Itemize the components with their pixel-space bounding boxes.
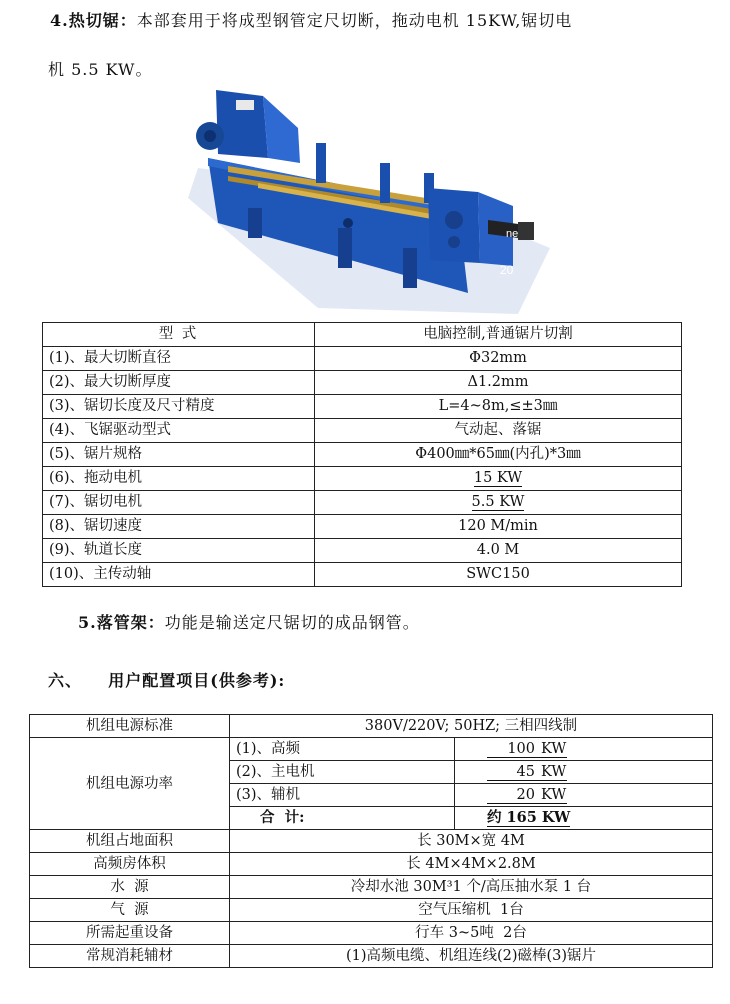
config-value: 380V/220V; 50HZ; 三相四线制 (230, 715, 713, 738)
user-config-table (29, 714, 713, 968)
table-row (43, 419, 682, 443)
config-value: 空气压缩机 1台 (230, 899, 713, 922)
power-item-name: (1)、高频 (230, 738, 455, 761)
table-row (30, 715, 713, 738)
config-label: 高频房体积 (30, 853, 230, 876)
table-row (43, 539, 682, 563)
spec-value: L=4~8m,≤±3㎜ (315, 395, 682, 419)
spec-value: SWC150 (315, 563, 682, 587)
config-label: 机组电源标准 (30, 715, 230, 738)
section4-heading: 4.热切锯： (50, 11, 137, 30)
section6-heading: 六、 用户配置项目(供参考): (48, 671, 286, 690)
power-item-value (455, 784, 713, 807)
power-item-name: (2)、主电机 (230, 761, 455, 784)
hot-saw-machine-image (188, 88, 550, 314)
power-item-unit: KW (535, 741, 567, 758)
spec-value: 120 M/min (315, 515, 682, 539)
table-row (43, 491, 682, 515)
config-label: 机组电源功率 (30, 738, 230, 830)
spec-label: (3)、锯切长度及尺寸精度 (43, 395, 315, 419)
spec-underlined-value: 15 KW (473, 470, 523, 486)
spec-header-label: 型 式 (43, 323, 315, 347)
spec-value: 气动起、落锯 (315, 419, 682, 443)
config-value: 冷却水池 30M³1 个/高压抽水泵 1 台 (230, 876, 713, 899)
section5-text: 功能是输送定尺锯切的成品钢管。 (164, 613, 420, 632)
power-item-name: (3)、辅机 (230, 784, 455, 807)
power-total-label: 合 计: (230, 807, 455, 830)
table-row (30, 876, 713, 899)
table-row (43, 347, 682, 371)
section4-line1 (50, 8, 572, 31)
section4-text-line1: 本部套用于将成型钢管定尺切断，拖动电机 15KW,锯切电 (136, 11, 573, 30)
spec-label: (8)、锯切速度 (43, 515, 315, 539)
power-total-number: 约 165 KW (487, 809, 571, 826)
overlay-text-2: 20 (500, 263, 514, 277)
spec-label: (4)、飞锯驱动型式 (43, 419, 315, 443)
spec-label: (6)、拖动电机 (43, 467, 315, 491)
table-row (30, 945, 713, 968)
table-row (43, 371, 682, 395)
spec-label: (7)、锯切电机 (43, 491, 315, 515)
spec-value: Φ32mm (315, 347, 682, 371)
overlay-text-1: ne (506, 228, 519, 240)
table-row (30, 738, 713, 761)
config-value: (1)高频电缆、机组连线(2)磁棒(3)锯片 (230, 945, 713, 968)
table-row (30, 830, 713, 853)
power-item-number: 20 (487, 787, 535, 804)
spec-value: Φ400㎜*65㎜(内孔)*3㎜ (315, 443, 682, 467)
table-row (43, 563, 682, 587)
config-value: 行车 3~5吨 2台 (230, 922, 713, 945)
config-value: 长 4M×4M×2.8M (230, 853, 713, 876)
spec-value: 4.0 M (315, 539, 682, 563)
spec-value (315, 467, 682, 491)
config-label: 水 源 (30, 876, 230, 899)
power-item-number: 100 (487, 741, 535, 758)
table-row (43, 515, 682, 539)
section5-heading: 5.落管架： (78, 613, 165, 632)
spec-value: Δ1.2mm (315, 371, 682, 395)
power-item-unit: KW (535, 787, 567, 804)
table-row (30, 899, 713, 922)
table-row (43, 443, 682, 467)
saw-spec-table (42, 322, 682, 587)
power-item-value (455, 761, 713, 784)
spec-label: (2)、最大切断厚度 (43, 371, 315, 395)
table-row (43, 467, 682, 491)
spec-underlined-value: 5.5 KW (471, 494, 525, 510)
power-item-number: 45 (487, 764, 535, 781)
table-row (43, 323, 682, 347)
config-label: 所需起重设备 (30, 922, 230, 945)
config-label: 气 源 (30, 899, 230, 922)
table-row (43, 395, 682, 419)
spec-label: (10)、主传动轴 (43, 563, 315, 587)
table-row (30, 922, 713, 945)
config-value: 长 30M×宽 4M (230, 830, 713, 853)
spec-label: (9)、轨道长度 (43, 539, 315, 563)
spec-label: (1)、最大切断直径 (43, 347, 315, 371)
spec-header-value: 电脑控制,普通锯片切割 (315, 323, 682, 347)
config-label: 常规消耗辅材 (30, 945, 230, 968)
section5-line (78, 610, 420, 633)
spec-value (315, 491, 682, 515)
power-item-value (455, 738, 713, 761)
section4-text-line2: 机 5.5 KW。 (48, 60, 153, 79)
config-label: 机组占地面积 (30, 830, 230, 853)
power-item-unit: KW (535, 764, 567, 781)
table-row (30, 853, 713, 876)
spec-label: (5)、锯片规格 (43, 443, 315, 467)
power-total-value (455, 807, 713, 830)
